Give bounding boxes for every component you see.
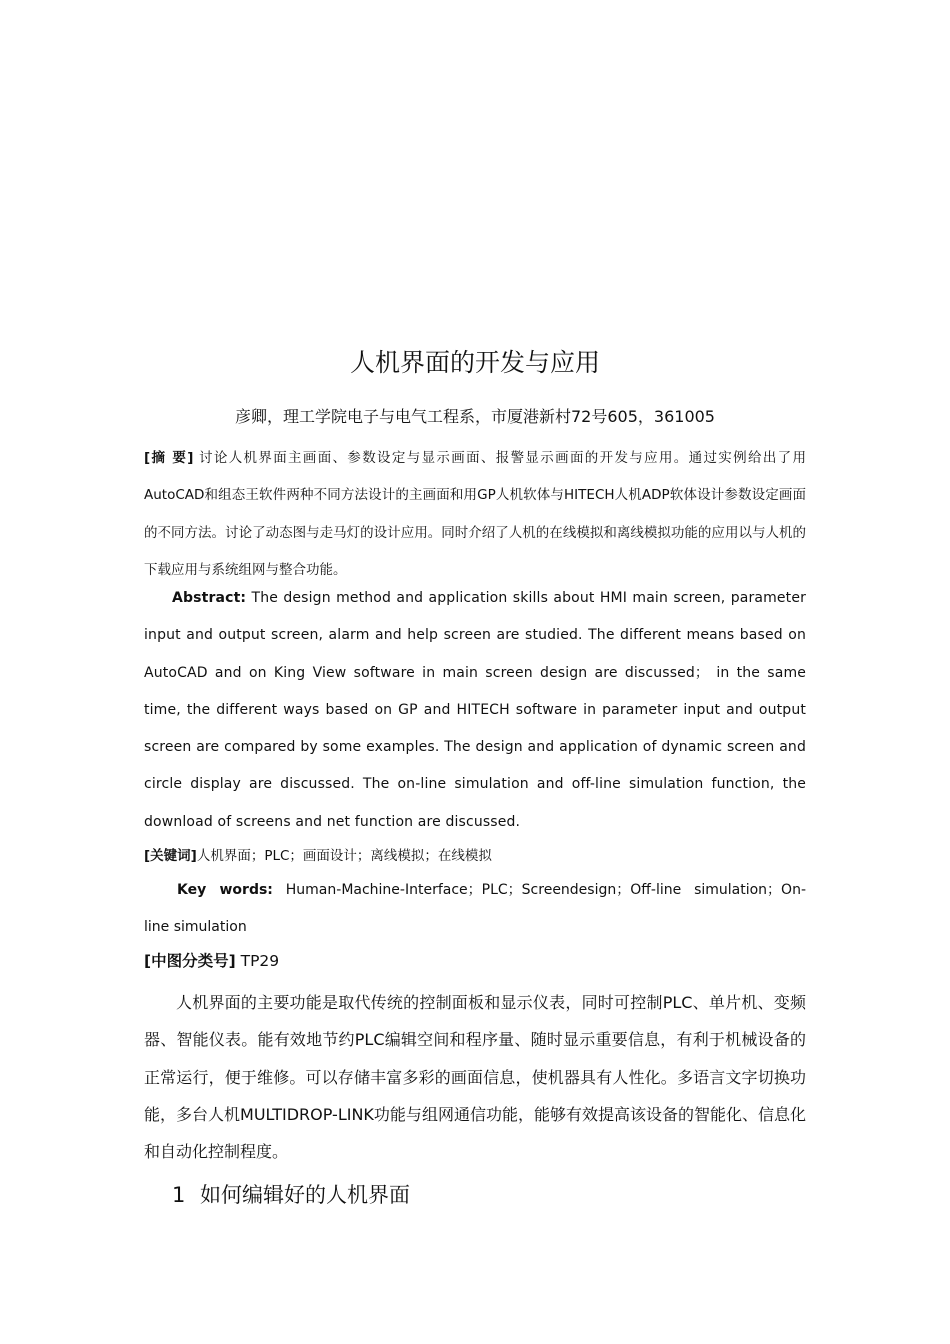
keywords-english [144,872,806,945]
section-title: 如何编辑好的人机界面 [200,1183,410,1207]
keywords-chinese [144,844,806,868]
abstract-cn-label: [摘 要] [144,450,194,466]
abstract-cn-text: 讨论人机界面主画面、参数设定与显示画面、报警显示画面的开发与应用。通过实例给出了用AutoCAD和组态王软件两种不同方法设计的主画面和用GP人机软体与HITECH人机ADP软体设计参数设定画面的不同方法。讨论了动态图与走马灯的设计应用。同时介绍了人机的在线模拟和离线模拟功能的应用以与人机的下载应用与系统组网与整合功能。 [144,450,806,579]
intro-paragraph: 人机界面的主要功能是取代传统的控制面板和显示仪表，同时可控制PLC、单片机、变频器、智能仪表。能有效地节约PLC编辑空间和程序量、随时显示重要信息，有利于机械设备的正常运行，便于维修。可以存储丰富多彩的画面信息，使机器具有人性化。多语言文字切换功能，多台人机MULTIDROP-LINK功能与组网通信功能，能够有效提高该设备的智能化、信息化和自动化控制程度。 [144,993,806,1162]
section-number: 1 [172,1183,186,1207]
paper-title: 人机界面的开发与应用 [349,348,600,377]
abstract-chinese [144,440,806,590]
abstract-en-text: The design method and application skills about HMI main screen, parameter input and output screen, alarm and help screen are studied. The different means based on AutoCAD and on King View software in main screen design are discussed； in the same time, the different ways based on GP and HITECH software in parameter input and output screen are compared by some examples. The design and application of dynamic screen and circle display are discussed. The on-line simulation and off-line simulation function, the download of screens and net function are discussed. [144,590,806,830]
keywords-en-text: Human-Machine-Interface；PLC；Screendesign；Off-line simulation；On-line simulation [144,882,807,935]
abstract-en-label: Abstract: [172,590,247,606]
clc-label: [中图分类号] [144,952,236,970]
abstract-english [144,580,806,841]
section-heading-1 [172,1178,410,1212]
author-affiliation: 彦卿，理工学院电子与电气工程系，市厦港新村72号605，361005 [235,407,715,426]
keywords-cn-text: 人机界面；PLC；画面设计；离线模拟；在线模拟 [196,848,492,864]
keywords-cn-label: [关键词] [144,848,197,864]
classification-number [144,948,806,974]
clc-text: TP29 [235,952,280,970]
keywords-en-label: Key words: [177,882,273,898]
